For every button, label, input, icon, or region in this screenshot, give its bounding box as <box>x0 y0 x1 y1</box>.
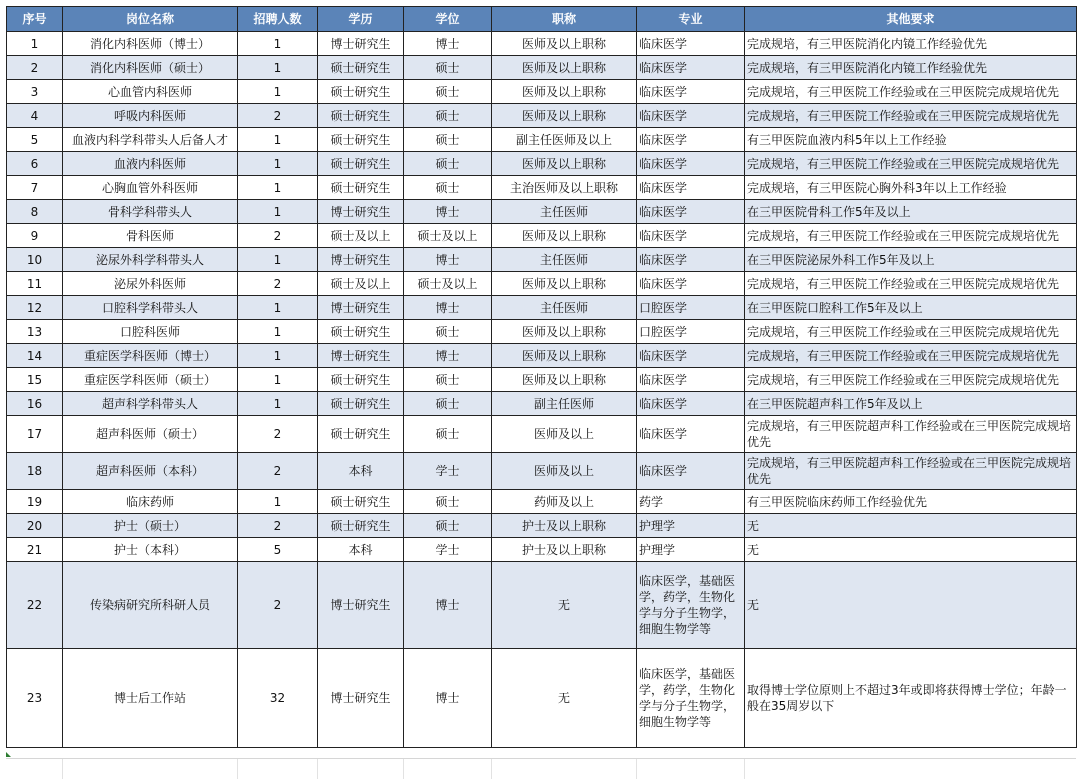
cell-position[interactable]: 心胸血管外科医师 <box>63 176 238 200</box>
cell-major[interactable]: 临床医学 <box>637 32 745 56</box>
cell-requirement[interactable]: 在三甲医院泌尿外科工作5年及以上 <box>745 248 1077 272</box>
cell-position[interactable]: 消化内科医师（博士） <box>63 32 238 56</box>
header-cell[interactable]: 学位 <box>404 7 492 32</box>
cell-degree[interactable]: 博士 <box>404 296 492 320</box>
cell-count[interactable]: 1 <box>238 344 318 368</box>
cell-education[interactable]: 本科 <box>318 538 404 562</box>
cell-education[interactable]: 硕士研究生 <box>318 152 404 176</box>
cell-requirement[interactable]: 有三甲医院血液内科5年以上工作经验 <box>745 128 1077 152</box>
cell-position[interactable]: 重症医学科医师（硕士） <box>63 368 238 392</box>
header-cell[interactable]: 职称 <box>492 7 637 32</box>
cell-no[interactable]: 5 <box>7 128 63 152</box>
cell-no[interactable]: 10 <box>7 248 63 272</box>
table-row <box>7 32 1077 56</box>
cell-major[interactable]: 临床医学 <box>637 224 745 248</box>
table-row <box>7 272 1077 296</box>
cell-count[interactable]: 1 <box>238 320 318 344</box>
cell-degree[interactable]: 博士 <box>404 32 492 56</box>
cell-degree[interactable]: 硕士 <box>404 416 492 453</box>
cell-degree[interactable]: 博士 <box>404 248 492 272</box>
cell-major[interactable]: 临床医学 <box>637 80 745 104</box>
cell-count[interactable]: 5 <box>238 538 318 562</box>
cell-degree[interactable]: 硕士 <box>404 104 492 128</box>
cell-major[interactable]: 临床医学 <box>637 453 745 490</box>
cell-major[interactable]: 口腔医学 <box>637 320 745 344</box>
cell-title[interactable]: 医师及以上职称 <box>492 320 637 344</box>
table-row <box>7 416 1077 453</box>
cell-count[interactable]: 1 <box>238 248 318 272</box>
cell-title[interactable]: 医师及以上职称 <box>492 152 637 176</box>
cell-title[interactable]: 医师及以上职称 <box>492 368 637 392</box>
cell-count[interactable]: 1 <box>238 56 318 80</box>
cell-major[interactable]: 临床医学 <box>637 416 745 453</box>
cell-degree[interactable]: 硕士 <box>404 514 492 538</box>
table-row <box>7 490 1077 514</box>
cell-education[interactable]: 硕士研究生 <box>318 416 404 453</box>
cell-title[interactable]: 护士及以上职称 <box>492 514 637 538</box>
cell-no[interactable]: 12 <box>7 296 63 320</box>
cell-position[interactable]: 超声科医师（本科） <box>63 453 238 490</box>
cell-degree[interactable]: 硕士 <box>404 56 492 80</box>
cell-degree[interactable]: 学士 <box>404 453 492 490</box>
table-row <box>7 368 1077 392</box>
cell-education[interactable]: 本科 <box>318 453 404 490</box>
table-row <box>7 128 1077 152</box>
cell-requirement[interactable]: 完成规培，有三甲医院消化内镜工作经验优先 <box>745 32 1077 56</box>
cell-major[interactable]: 药学 <box>637 490 745 514</box>
cell-count[interactable]: 2 <box>238 104 318 128</box>
cell-education[interactable]: 博士研究生 <box>318 32 404 56</box>
cell-no[interactable]: 23 <box>7 649 63 748</box>
cell-position[interactable]: 博士后工作站 <box>63 649 238 748</box>
cell-no[interactable]: 15 <box>7 368 63 392</box>
cell-education[interactable]: 博士研究生 <box>318 200 404 224</box>
cell-count[interactable]: 2 <box>238 562 318 649</box>
cell-title[interactable]: 医师及以上职称 <box>492 344 637 368</box>
table-row <box>7 56 1077 80</box>
cell-degree[interactable]: 硕士及以上 <box>404 224 492 248</box>
cell-position[interactable]: 护士（本科） <box>63 538 238 562</box>
cell-requirement[interactable]: 完成规培，有三甲医院工作经验或在三甲医院完成规培优先 <box>745 152 1077 176</box>
cell-no[interactable]: 2 <box>7 56 63 80</box>
cell-no[interactable]: 20 <box>7 514 63 538</box>
table-row <box>7 152 1077 176</box>
cell-position[interactable]: 心血管内科医师 <box>63 80 238 104</box>
cell-degree[interactable]: 硕士 <box>404 152 492 176</box>
cell-count[interactable]: 2 <box>238 453 318 490</box>
cell-position[interactable]: 临床药师 <box>63 490 238 514</box>
cell-major[interactable]: 临床医学，基础医学，药学，生物化学与分子生物学，细胞生物学等 <box>637 562 745 649</box>
cell-education[interactable]: 博士研究生 <box>318 344 404 368</box>
cell-no[interactable]: 3 <box>7 80 63 104</box>
cell-major[interactable]: 临床医学 <box>637 392 745 416</box>
cell-education[interactable]: 博士研究生 <box>318 248 404 272</box>
cell-position[interactable]: 血液内科学科带头人后备人才 <box>63 128 238 152</box>
table-row <box>7 104 1077 128</box>
table-row <box>7 248 1077 272</box>
cell-position[interactable]: 护士（硕士） <box>63 514 238 538</box>
cell-requirement[interactable]: 有三甲医院临床药师工作经验优先 <box>745 490 1077 514</box>
table-row <box>7 392 1077 416</box>
cell-education[interactable]: 硕士研究生 <box>318 104 404 128</box>
cell-requirement[interactable]: 完成规培，有三甲医院超声科工作经验或在三甲医院完成规培优先 <box>745 453 1077 490</box>
cell-education[interactable]: 硕士及以上 <box>318 272 404 296</box>
cell-no[interactable]: 1 <box>7 32 63 56</box>
table-row <box>7 296 1077 320</box>
cell-degree[interactable]: 博士 <box>404 649 492 748</box>
cell-education[interactable]: 硕士及以上 <box>318 224 404 248</box>
cell-title[interactable]: 副主任医师 <box>492 392 637 416</box>
cell-degree[interactable]: 博士 <box>404 562 492 649</box>
cell-title[interactable]: 医师及以上职称 <box>492 32 637 56</box>
cell-education[interactable]: 博士研究生 <box>318 296 404 320</box>
cell-major[interactable]: 临床医学 <box>637 368 745 392</box>
cell-position[interactable]: 超声科学科带头人 <box>63 392 238 416</box>
cell-degree[interactable]: 硕士 <box>404 490 492 514</box>
cell-requirement[interactable]: 完成规培，有三甲医院工作经验或在三甲医院完成规培优先 <box>745 344 1077 368</box>
cell-count[interactable]: 1 <box>238 368 318 392</box>
header-cell[interactable]: 专业 <box>637 7 745 32</box>
cell-major[interactable]: 临床医学，基础医学，药学，生物化学与分子生物学，细胞生物学等 <box>637 649 745 748</box>
cell-education[interactable]: 博士研究生 <box>318 562 404 649</box>
cell-major[interactable]: 临床医学 <box>637 176 745 200</box>
table-row <box>7 538 1077 562</box>
cell-count[interactable]: 1 <box>238 32 318 56</box>
cell-count[interactable]: 1 <box>238 200 318 224</box>
header-cell[interactable]: 其他要求 <box>745 7 1077 32</box>
cell-title[interactable]: 副主任医师及以上 <box>492 128 637 152</box>
cell-requirement[interactable]: 在三甲医院超声科工作5年及以上 <box>745 392 1077 416</box>
cell-count[interactable]: 1 <box>238 490 318 514</box>
cell-position[interactable]: 泌尿外科医师 <box>63 272 238 296</box>
cell-degree[interactable]: 博士 <box>404 200 492 224</box>
cell-major[interactable]: 临床医学 <box>637 200 745 224</box>
table-row <box>7 344 1077 368</box>
cell-no[interactable]: 14 <box>7 344 63 368</box>
cell-count[interactable]: 32 <box>238 649 318 748</box>
cell-title[interactable]: 主任医师 <box>492 296 637 320</box>
cell-title[interactable]: 医师及以上 <box>492 453 637 490</box>
cell-education[interactable]: 硕士研究生 <box>318 514 404 538</box>
cell-no[interactable]: 7 <box>7 176 63 200</box>
cell-requirement[interactable]: 完成规培，有三甲医院工作经验或在三甲医院完成规培优先 <box>745 224 1077 248</box>
cell-degree[interactable]: 硕士 <box>404 368 492 392</box>
cell-marker-icon <box>6 752 11 757</box>
header-cell[interactable]: 岗位名称 <box>63 7 238 32</box>
cell-no[interactable]: 9 <box>7 224 63 248</box>
cell-education[interactable]: 硕士研究生 <box>318 80 404 104</box>
cell-position[interactable]: 超声科医师（硕士） <box>63 416 238 453</box>
cell-position[interactable]: 传染病研究所科研人员 <box>63 562 238 649</box>
cell-major[interactable]: 临床医学 <box>637 272 745 296</box>
cell-position[interactable]: 骨科学科带头人 <box>63 200 238 224</box>
cell-degree[interactable]: 硕士 <box>404 392 492 416</box>
cell-position[interactable]: 泌尿外科学科带头人 <box>63 248 238 272</box>
cell-requirement[interactable]: 完成规培，有三甲医院工作经验或在三甲医院完成规培优先 <box>745 104 1077 128</box>
table-row <box>7 224 1077 248</box>
cell-no[interactable]: 17 <box>7 416 63 453</box>
table-row <box>7 320 1077 344</box>
cell-education[interactable]: 硕士研究生 <box>318 128 404 152</box>
cell-education[interactable]: 硕士研究生 <box>318 56 404 80</box>
cell-position[interactable]: 重症医学科医师（博士） <box>63 344 238 368</box>
cell-degree[interactable]: 硕士 <box>404 128 492 152</box>
cell-major[interactable]: 临床医学 <box>637 128 745 152</box>
cell-position[interactable]: 口腔科学科带头人 <box>63 296 238 320</box>
cell-title[interactable]: 医师及以上 <box>492 416 637 453</box>
cell-requirement[interactable]: 无 <box>745 538 1077 562</box>
cell-title[interactable]: 医师及以上职称 <box>492 272 637 296</box>
cell-no[interactable]: 11 <box>7 272 63 296</box>
cell-no[interactable]: 16 <box>7 392 63 416</box>
cell-count[interactable]: 1 <box>238 80 318 104</box>
cell-title[interactable]: 医师及以上职称 <box>492 104 637 128</box>
cell-count[interactable]: 1 <box>238 176 318 200</box>
cell-title[interactable]: 医师及以上职称 <box>492 224 637 248</box>
cell-requirement[interactable]: 完成规培，有三甲医院超声科工作经验或在三甲医院完成规培优先 <box>745 416 1077 453</box>
cell-degree[interactable]: 硕士 <box>404 80 492 104</box>
cell-requirement[interactable]: 在三甲医院骨科工作5年及以上 <box>745 200 1077 224</box>
empty-row <box>6 758 1076 779</box>
cell-title[interactable]: 药师及以上 <box>492 490 637 514</box>
cell-major[interactable]: 临床医学 <box>637 152 745 176</box>
cell-count[interactable]: 2 <box>238 272 318 296</box>
cell-degree[interactable]: 博士 <box>404 344 492 368</box>
cell-count[interactable]: 1 <box>238 296 318 320</box>
cell-position[interactable]: 骨科医师 <box>63 224 238 248</box>
cell-major[interactable]: 临床医学 <box>637 56 745 80</box>
table-row <box>7 562 1077 649</box>
table-row <box>7 176 1077 200</box>
recruitment-table <box>6 6 1077 748</box>
cell-position[interactable]: 呼吸内科医师 <box>63 104 238 128</box>
cell-position[interactable]: 消化内科医师（硕士） <box>63 56 238 80</box>
cell-requirement[interactable]: 完成规培，有三甲医院心胸外科3年以上工作经验 <box>745 176 1077 200</box>
cell-requirement[interactable]: 完成规培，有三甲医院工作经验或在三甲医院完成规培优先 <box>745 272 1077 296</box>
cell-no[interactable]: 22 <box>7 562 63 649</box>
cell-education[interactable]: 博士研究生 <box>318 649 404 748</box>
cell-count[interactable]: 1 <box>238 128 318 152</box>
cell-major[interactable]: 护理学 <box>637 514 745 538</box>
cell-requirement[interactable]: 无 <box>745 514 1077 538</box>
cell-title[interactable]: 无 <box>492 562 637 649</box>
cell-education[interactable]: 硕士研究生 <box>318 176 404 200</box>
cell-position[interactable]: 口腔科医师 <box>63 320 238 344</box>
cell-major[interactable]: 口腔医学 <box>637 296 745 320</box>
cell-requirement[interactable]: 完成规培，有三甲医院工作经验或在三甲医院完成规培优先 <box>745 320 1077 344</box>
cell-major[interactable]: 护理学 <box>637 538 745 562</box>
table-row <box>7 200 1077 224</box>
cell-title[interactable]: 无 <box>492 649 637 748</box>
cell-requirement[interactable]: 无 <box>745 562 1077 649</box>
table-row <box>7 453 1077 490</box>
cell-title[interactable]: 医师及以上职称 <box>492 56 637 80</box>
cell-title[interactable]: 护士及以上职称 <box>492 538 637 562</box>
cell-requirement[interactable]: 在三甲医院口腔科工作5年及以上 <box>745 296 1077 320</box>
cell-major[interactable]: 临床医学 <box>637 248 745 272</box>
cell-requirement[interactable]: 完成规培，有三甲医院工作经验或在三甲医院完成规培优先 <box>745 368 1077 392</box>
cell-title[interactable]: 主任医师 <box>492 200 637 224</box>
header-cell[interactable]: 序号 <box>7 7 63 32</box>
cell-no[interactable]: 8 <box>7 200 63 224</box>
cell-education[interactable]: 硕士研究生 <box>318 392 404 416</box>
header-row <box>7 7 1077 32</box>
cell-title[interactable]: 主治医师及以上职称 <box>492 176 637 200</box>
cell-no[interactable]: 6 <box>7 152 63 176</box>
table-row <box>7 514 1077 538</box>
cell-no[interactable]: 19 <box>7 490 63 514</box>
cell-requirement[interactable]: 完成规培，有三甲医院工作经验或在三甲医院完成规培优先 <box>745 80 1077 104</box>
cell-no[interactable]: 13 <box>7 320 63 344</box>
header-cell[interactable]: 学历 <box>318 7 404 32</box>
cell-requirement[interactable]: 完成规培，有三甲医院消化内镜工作经验优先 <box>745 56 1077 80</box>
cell-education[interactable]: 硕士研究生 <box>318 490 404 514</box>
cell-no[interactable]: 4 <box>7 104 63 128</box>
header-cell[interactable]: 招聘人数 <box>238 7 318 32</box>
cell-degree[interactable]: 硕士及以上 <box>404 272 492 296</box>
cell-major[interactable]: 临床医学 <box>637 104 745 128</box>
cell-degree[interactable]: 硕士 <box>404 176 492 200</box>
cell-requirement[interactable]: 取得博士学位原则上不超过3年或即将获得博士学位；年龄一般在35周岁以下 <box>745 649 1077 748</box>
cell-count[interactable]: 2 <box>238 416 318 453</box>
cell-title[interactable]: 医师及以上职称 <box>492 80 637 104</box>
cell-count[interactable]: 1 <box>238 392 318 416</box>
cell-no[interactable]: 21 <box>7 538 63 562</box>
cell-education[interactable]: 硕士研究生 <box>318 368 404 392</box>
table-row <box>7 80 1077 104</box>
table-row <box>7 649 1077 748</box>
cell-degree[interactable]: 学士 <box>404 538 492 562</box>
cell-position[interactable]: 血液内科医师 <box>63 152 238 176</box>
cell-title[interactable]: 主任医师 <box>492 248 637 272</box>
cell-no[interactable]: 18 <box>7 453 63 490</box>
cell-count[interactable]: 1 <box>238 152 318 176</box>
cell-degree[interactable]: 硕士 <box>404 320 492 344</box>
cell-count[interactable]: 2 <box>238 224 318 248</box>
cell-count[interactable]: 2 <box>238 514 318 538</box>
cell-major[interactable]: 临床医学 <box>637 344 745 368</box>
cell-education[interactable]: 硕士研究生 <box>318 320 404 344</box>
